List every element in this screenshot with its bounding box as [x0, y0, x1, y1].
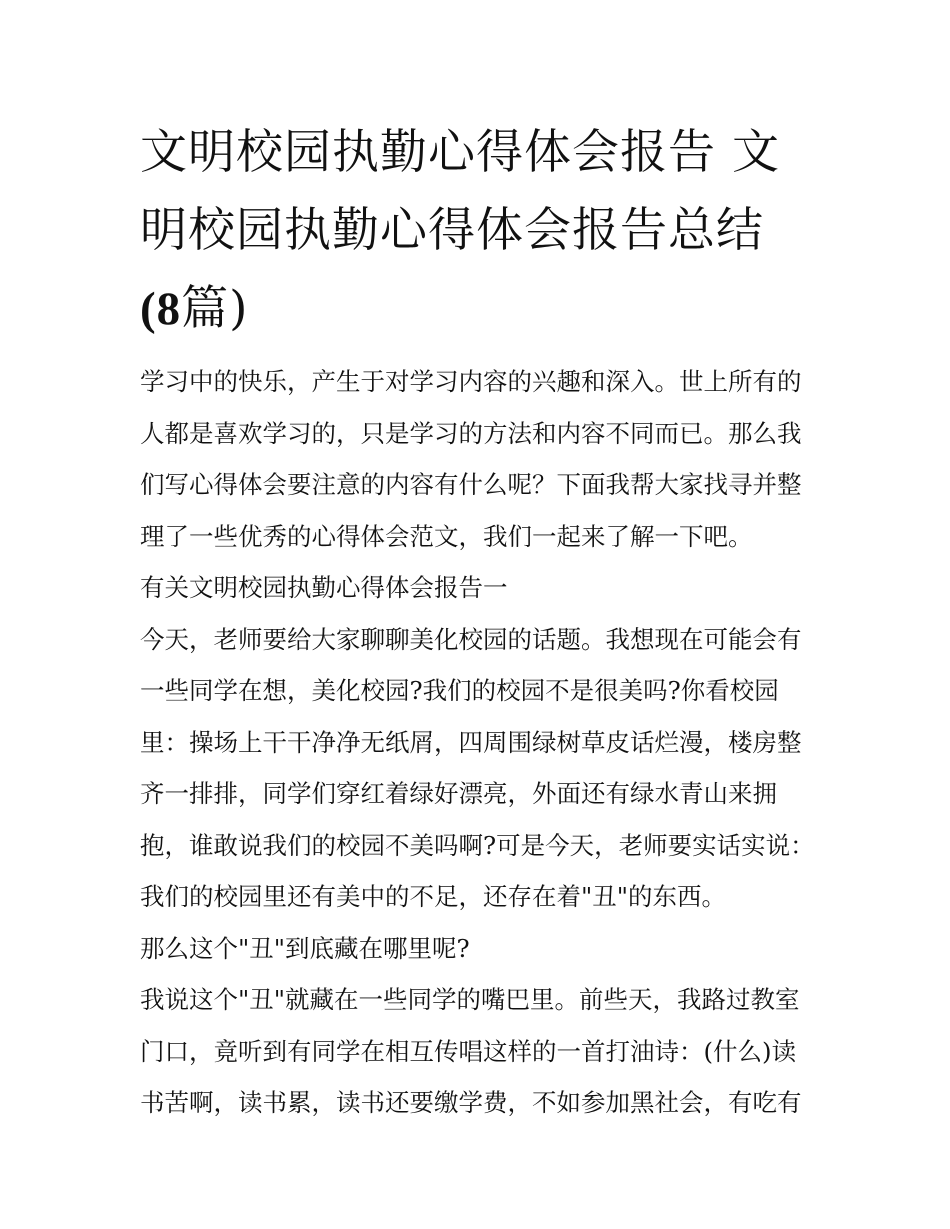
document-page [140, 114, 820, 1129]
section-heading: 有关文明校园执勤心得体会报告一 [140, 573, 508, 602]
body-paragraph: 那么这个"丑"到底藏在哪里呢? [140, 933, 470, 963]
document-title [140, 114, 820, 348]
body-paragraph: 今天，老师要给大家聊聊美化校园的话题。我想现在可能会有一些同学在想，美化校园?我们的校园不是很美吗?你看校园里：操场上干干净净无纸屑，四周围绿树草皮话烂漫，楼房整齐一排排，同学们穿红着绿好漂亮，外面还有绿水青山来拥抱，谁敢说我们的校园不美吗啊?可是今天，老师要实话实说：我们的校园里还有美中的不足，还存在着"丑"的东西。 [140, 624, 815, 911]
title-count: (8 [140, 283, 182, 335]
title-main: 文明校园执勤心得体会报告 文明校园执勤心得体会报告总结 [140, 125, 780, 258]
body-paragraph: 我说这个"丑"就藏在一些同学的嘴巴里。前些天，我路过教室门口，竟听到有同学在相互传唱这样的一首打油诗：(什么)读书苦啊，读书累，读书还要缴学费，不如参加黑社会，有吃有 [140, 985, 802, 1117]
title-suffix: 篇) [181, 281, 249, 336]
intro-paragraph: 学习中的快乐，产生于对学习内容的兴趣和深入。世上所有的人都是喜欢学习的，只是学习的方法和内容不同而已。那么我们写心得体会要注意的内容有什么呢？下面我帮大家找寻并整理了一些优秀的心得体会范文，我们一起来了解一下吧。 [140, 367, 802, 551]
